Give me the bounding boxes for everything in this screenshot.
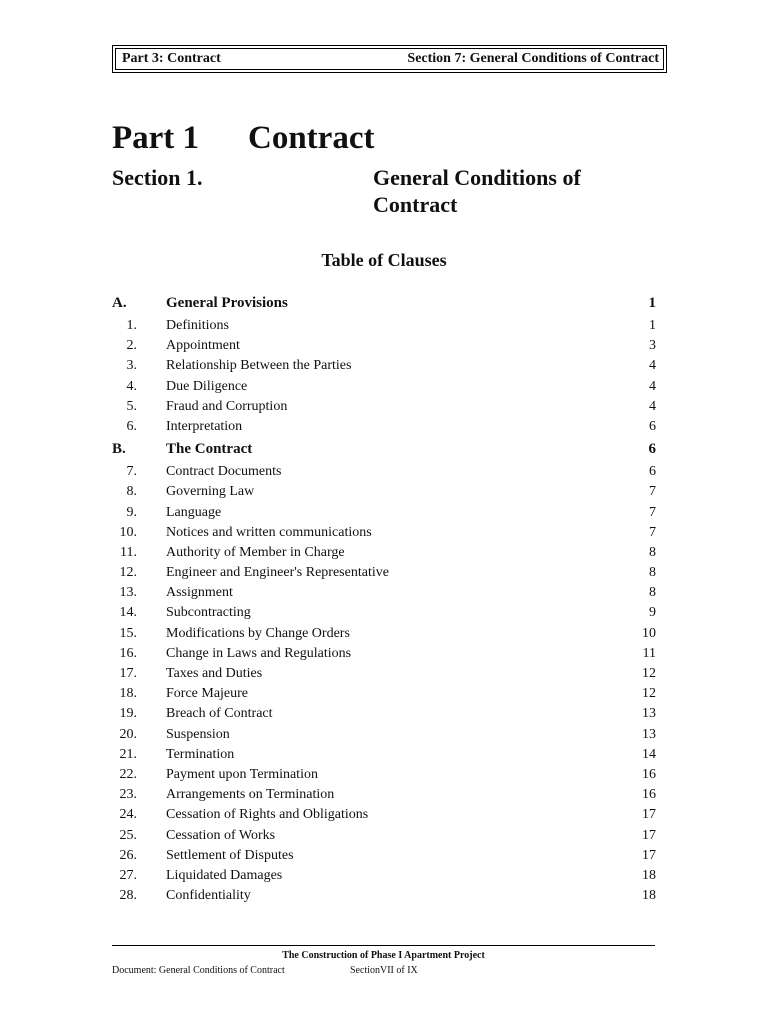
toc-clause-label: Settlement of Disputes xyxy=(166,847,294,863)
toc-clause-label: Interpretation xyxy=(166,418,243,434)
toc-clause-row[interactable] xyxy=(112,336,656,356)
toc-clause-label: Fraud and Corruption xyxy=(166,398,288,414)
toc-clause-page: 13 xyxy=(642,706,656,722)
toc-clause-page: 6 xyxy=(649,418,656,434)
toc-clause-num: 18. xyxy=(119,686,137,702)
footer-divider xyxy=(112,945,655,946)
header-part-label: Part 3: Contract xyxy=(122,51,221,66)
toc-clause-num: 14. xyxy=(119,605,137,621)
toc-clause-page: 12 xyxy=(642,666,656,681)
toc-clause-row[interactable] xyxy=(112,704,656,724)
toc-clause-page: 8 xyxy=(649,565,656,581)
section-title: General Conditions of Contract xyxy=(373,165,581,217)
toc-group-page: 6 xyxy=(648,441,656,458)
toc-clause-page: 16 xyxy=(642,766,656,782)
toc-clause-page: 11 xyxy=(642,645,656,661)
toc-clause-label: Relationship Between the Parties xyxy=(166,358,352,374)
toc-clause-num: 28. xyxy=(119,888,137,904)
toc-clause-label: Notices and written communications xyxy=(166,524,372,540)
toc-clause-row[interactable] xyxy=(112,664,656,684)
toc-group-heading[interactable] xyxy=(112,437,656,462)
toc-clause-label: Assignment xyxy=(166,585,233,601)
toc-clause-num: 12. xyxy=(119,565,137,581)
toc-group-letter: B. xyxy=(112,441,126,458)
toc-clause-label: Modifications by Change Orders xyxy=(166,625,350,641)
table-of-clauses xyxy=(112,291,656,906)
toc-clause-page: 7 xyxy=(649,504,656,520)
toc-clause-page: 14 xyxy=(642,746,656,762)
toc-clause-row[interactable] xyxy=(112,846,656,866)
toc-clause-label: Suspension xyxy=(166,726,230,742)
toc-clause-num: 22. xyxy=(119,766,137,782)
toc-group-heading[interactable] xyxy=(112,291,656,316)
toc-clause-page: 10 xyxy=(642,625,656,641)
toc-clause-label: Subcontracting xyxy=(166,605,251,621)
toc-clause-row[interactable] xyxy=(112,684,656,704)
toc-clause-num: 13. xyxy=(119,585,137,601)
toc-clause-label: Breach of Contract xyxy=(166,706,273,722)
toc-clause-label: Cessation of Works xyxy=(166,827,276,843)
toc-clause-page: 4 xyxy=(649,378,656,394)
toc-clause-page: 18 xyxy=(642,867,656,883)
toc-clause-label: Due Diligence xyxy=(166,378,248,394)
toc-clause-row[interactable] xyxy=(112,603,656,623)
header-section-label: Section 7: General Conditions of Contract xyxy=(407,51,659,66)
toc-clause-page: 8 xyxy=(649,544,656,560)
toc-clause-label: Termination xyxy=(166,746,235,762)
toc-clause-label: Cessation of Rights and Obligations xyxy=(166,807,369,823)
toc-clause-label: Change in Laws and Regulations xyxy=(166,645,352,661)
toc-clause-row[interactable] xyxy=(112,523,656,543)
toc-clause-num: 9. xyxy=(126,504,137,520)
part-number: Part 1 xyxy=(112,120,200,156)
toc-clause-page: 8 xyxy=(649,585,656,601)
toc-clause-label: Governing Law xyxy=(166,484,255,500)
footer-document-label: Document: General Conditions of Contract xyxy=(112,965,285,976)
toc-clause-page: 3 xyxy=(649,338,656,354)
toc-clause-row[interactable] xyxy=(112,866,656,886)
toc-clause-row[interactable] xyxy=(112,826,656,846)
footer-project-title: The Construction of Phase I Apartment Project xyxy=(282,950,485,961)
toc-clause-row[interactable] xyxy=(112,583,656,603)
footer-section-label: SectionVII of IX xyxy=(350,965,418,976)
toc-clause-num: 2. xyxy=(126,338,137,354)
toc-clause-num: 20. xyxy=(119,726,137,742)
toc-clause-page: 17 xyxy=(642,827,656,843)
toc-clause-page: 7 xyxy=(649,524,656,540)
toc-clause-page: 1 xyxy=(649,318,656,333)
toc-clause-row[interactable] xyxy=(112,356,656,376)
toc-clause-num: 26. xyxy=(119,847,137,863)
toc-group-label: The Contract xyxy=(166,441,253,458)
toc-clause-num: 3. xyxy=(126,358,137,374)
toc-clause-row[interactable] xyxy=(112,886,656,906)
toc-clause-row[interactable] xyxy=(112,765,656,785)
toc-clause-row[interactable] xyxy=(112,543,656,563)
toc-group-letter: A. xyxy=(112,295,127,311)
toc-clause-page: 4 xyxy=(649,358,656,374)
toc-clause-row[interactable] xyxy=(112,563,656,583)
toc-clause-num: 24. xyxy=(119,807,137,823)
toc-clause-row[interactable] xyxy=(112,725,656,745)
toc-clause-num: 27. xyxy=(119,867,137,883)
toc-clause-label: Appointment xyxy=(166,338,240,354)
toc-clause-row[interactable] xyxy=(112,377,656,397)
toc-clause-page: 17 xyxy=(642,807,656,823)
toc-title: Table of Clauses xyxy=(321,250,447,270)
toc-clause-row[interactable] xyxy=(112,316,656,336)
toc-clause-label: Liquidated Damages xyxy=(166,867,283,883)
toc-clause-page: 16 xyxy=(642,787,656,803)
toc-clause-num: 10. xyxy=(119,524,137,540)
toc-clause-num: 23. xyxy=(119,787,137,803)
toc-clause-num: 19. xyxy=(119,706,137,722)
toc-clause-page: 17 xyxy=(642,847,656,863)
toc-group-label: General Provisions xyxy=(166,295,288,311)
toc-group-page: 1 xyxy=(648,295,656,311)
toc-clause-num: 4. xyxy=(126,378,137,394)
toc-clause-num: 5. xyxy=(126,398,137,414)
toc-clause-label: Taxes and Duties xyxy=(166,666,263,681)
toc-clause-label: Definitions xyxy=(166,318,229,333)
toc-clause-page: 12 xyxy=(642,686,656,702)
toc-clause-label: Arrangements on Termination xyxy=(166,787,335,803)
section-number: Section 1. xyxy=(112,165,203,190)
toc-clause-row[interactable] xyxy=(112,785,656,805)
toc-clause-page: 6 xyxy=(649,464,656,480)
toc-clause-row[interactable] xyxy=(112,805,656,825)
toc-clause-label: Language xyxy=(166,504,222,520)
part-title: Contract xyxy=(248,120,375,156)
running-header-inner xyxy=(115,48,664,70)
part-heading xyxy=(112,117,374,159)
toc-clause-num: 7. xyxy=(126,464,137,480)
toc-clause-num: 17. xyxy=(119,666,137,681)
toc-clause-row[interactable] xyxy=(112,503,656,523)
toc-clause-page: 18 xyxy=(642,888,656,904)
toc-clause-row[interactable] xyxy=(112,745,656,765)
toc-clause-num: 25. xyxy=(119,827,137,843)
toc-clause-label: Confidentiality xyxy=(166,888,251,904)
running-header xyxy=(112,45,667,73)
toc-clause-row[interactable] xyxy=(112,462,656,482)
toc-clause-num: 15. xyxy=(119,625,137,641)
toc-clause-num: 21. xyxy=(119,746,137,762)
toc-clause-row[interactable] xyxy=(112,482,656,502)
toc-clause-row[interactable] xyxy=(112,644,656,664)
toc-clause-label: Authority of Member in Charge xyxy=(166,544,345,560)
toc-clause-label: Force Majeure xyxy=(166,686,249,702)
toc-clause-num: 11. xyxy=(120,544,137,560)
toc-clause-label: Engineer and Engineer's Representative xyxy=(166,565,389,581)
toc-clause-num: 16. xyxy=(119,645,137,661)
toc-clause-row[interactable] xyxy=(112,397,656,417)
toc-clause-page: 9 xyxy=(649,605,656,621)
toc-clause-num: 1. xyxy=(126,318,137,333)
toc-clause-row[interactable] xyxy=(112,417,656,437)
toc-clause-label: Contract Documents xyxy=(166,464,282,480)
toc-clause-page: 7 xyxy=(649,484,656,500)
toc-clause-num: 6. xyxy=(126,418,137,434)
toc-clause-page: 13 xyxy=(642,726,656,742)
toc-clause-label: Payment upon Termination xyxy=(166,766,318,782)
toc-clause-num: 8. xyxy=(126,484,137,500)
toc-clause-page: 4 xyxy=(649,398,656,414)
toc-clause-row[interactable] xyxy=(112,624,656,644)
